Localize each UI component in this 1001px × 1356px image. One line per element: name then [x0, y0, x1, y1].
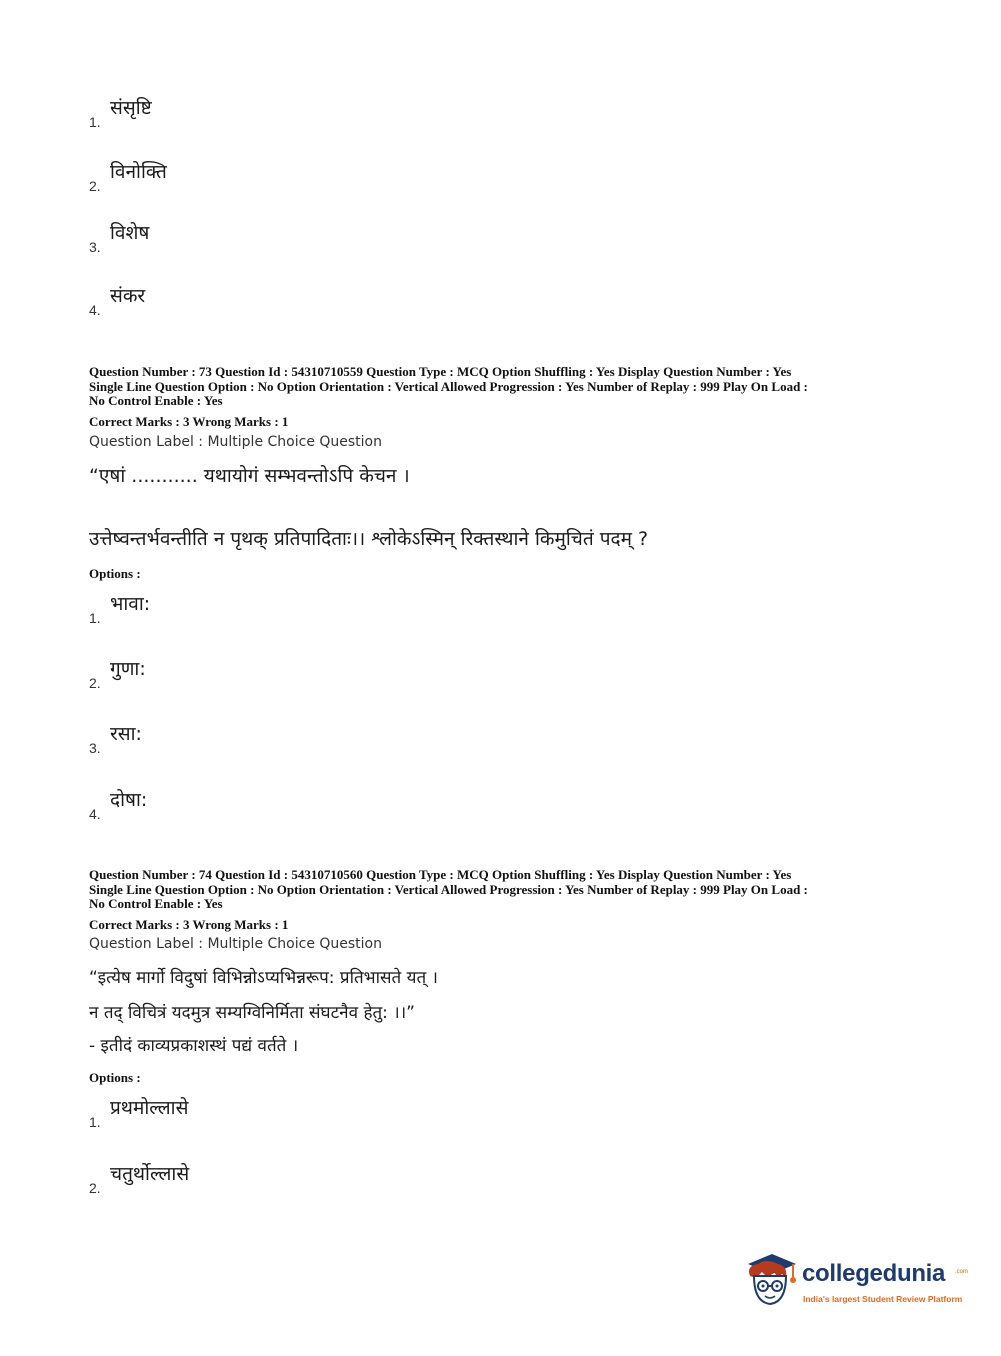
- question-74-meta: [89, 868, 919, 912]
- question-73-options-label: Options :: [89, 566, 141, 581]
- question-74-options-label: Options :: [89, 1070, 141, 1085]
- option-text: संकर: [110, 285, 146, 307]
- option-number: 2.: [89, 675, 101, 691]
- option-text: रसा:: [110, 723, 142, 745]
- question-73-marks: Correct Marks : 3 Wrong Marks : 1: [89, 414, 289, 429]
- question-73-meta: [89, 365, 919, 409]
- option-number: 2.: [89, 1180, 101, 1196]
- logo-brand-suffix: .com: [955, 1269, 969, 1275]
- meta-line: Question Number : 74 Question Id : 54310710560 Question Type : MCQ Option Shuffling : Yes Display Question Number : Yes: [89, 867, 792, 882]
- meta-line: Question Number : 73 Question Id : 54310710559 Question Type : MCQ Option Shuffling : Yes Display Question Number : Yes: [89, 364, 792, 379]
- option-number: 3.: [89, 740, 101, 756]
- option-text: प्रथमोल्लासे: [110, 1097, 189, 1119]
- question-74-marks: Correct Marks : 3 Wrong Marks : 1: [89, 917, 289, 932]
- logo-tagline: India's largest Student Review Platform: [803, 1294, 963, 1304]
- option-text: संसृष्टि: [110, 97, 152, 119]
- meta-line: Single Line Question Option : No Option Orientation : Vertical Allowed Progression : Yes Number of Replay : 999 Play On Load :: [89, 378, 808, 394]
- question-73-text-line2: उत्तेष्वन्तर्भवन्तीति न पृथक् प्रतिपादिताः।। श्लोकेऽस्मिन् रिक्तस्थाने किमुचितं पदम् ?: [89, 528, 649, 550]
- option-text: गुणा:: [110, 658, 146, 680]
- meta-line: No Control Enable : Yes: [89, 393, 223, 408]
- option-text: विशेष: [110, 222, 150, 244]
- collegedunia-logo[interactable]: [742, 1250, 972, 1312]
- question-73-label: Question Label : Multiple Choice Question: [89, 434, 382, 450]
- option-text: दोषा:: [110, 789, 148, 811]
- option-text: भावा:: [110, 593, 151, 615]
- question-74-text-line1: “इत्येष मार्गो विदुषां विभिन्नोऽप्यभिन्नरूप: प्रतिभासते यत् ।: [89, 968, 438, 988]
- option-number: 1.: [89, 610, 101, 626]
- option-number: 1.: [89, 1114, 101, 1130]
- meta-line: No Control Enable : Yes: [89, 896, 223, 911]
- option-text: चतुर्थोल्लासे: [110, 1163, 190, 1185]
- option-number: 1.: [89, 114, 101, 130]
- meta-line: Single Line Question Option : No Option Orientation : Vertical Allowed Progression : Yes Number of Replay : 999 Play On Load :: [89, 881, 808, 897]
- question-74-label: Question Label : Multiple Choice Question: [89, 936, 382, 952]
- option-number: 4.: [89, 806, 101, 822]
- option-number: 4.: [89, 302, 101, 318]
- option-text: विनोक्ति: [110, 161, 167, 183]
- option-number: 3.: [89, 239, 101, 255]
- question-73-text-line1: “एषां ........... यथायोगं सम्भवन्तोऽपि केचन ।: [89, 465, 410, 487]
- mascot-icon: [742, 1250, 798, 1312]
- logo-brand-text: collegedunia: [802, 1260, 946, 1287]
- question-74-text-line3: - इतीदं काव्यप्रकाशस्थं पद्यं वर्तते ।: [89, 1036, 299, 1056]
- option-number: 2.: [89, 178, 101, 194]
- question-74-text-line2: न तद् विचित्रं यदमुत्र सम्यग्विनिर्मिता संघटनैव हेतु: ।।”: [89, 1003, 415, 1023]
